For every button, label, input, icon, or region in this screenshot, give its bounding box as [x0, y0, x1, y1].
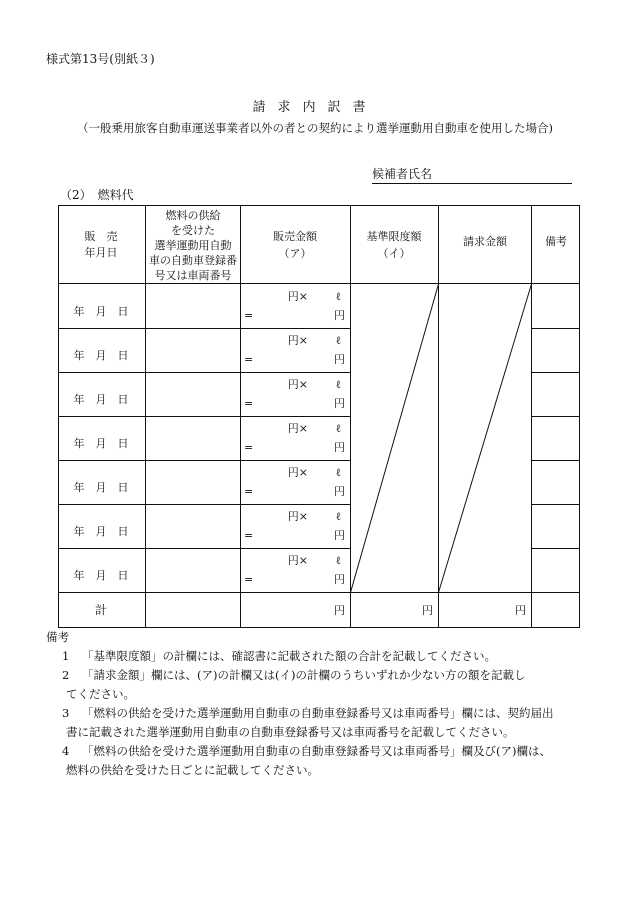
note-text: てください。: [66, 687, 135, 701]
header-vehicle-3: 選挙運動用自動: [154, 239, 232, 252]
row-yen: 円: [334, 353, 345, 366]
row-date: 年 月 日: [73, 305, 129, 318]
row-yen: 円: [334, 397, 345, 410]
row-liter: ℓ: [335, 378, 341, 391]
note-text: 「基準限度額」の計欄には、確認書に記載された額の合計を記載してください。: [82, 649, 496, 663]
header-date-1: 販 売: [84, 230, 118, 243]
header-vehicle-4: 車の自動車登録番: [149, 254, 237, 267]
fuel-cost-table: [58, 205, 580, 629]
page-subtitle: （一般乗用旅客自動車運送事業者以外の者との契約により選挙運動用自動車を使用した場合): [77, 121, 553, 135]
header-remarks: 備考: [545, 235, 567, 248]
header-date-2: 年月日: [84, 246, 118, 259]
notes: [46, 628, 554, 780]
table-grid: [58, 205, 580, 628]
row-yen: 円: [334, 309, 345, 322]
row-yen: 円: [334, 529, 345, 542]
notes-heading: 備考: [46, 630, 69, 644]
row-unit-price: 円×: [287, 510, 308, 523]
page-title: 請求内訳書: [252, 100, 378, 115]
header-amount-1: 販売金額: [273, 230, 317, 243]
candidate-name-field: 候補者氏名: [372, 165, 572, 184]
row-liter: ℓ: [335, 554, 341, 567]
row-date: 年 月 日: [73, 525, 129, 538]
header-vehicle-2: を受けた: [171, 224, 215, 237]
note-item: [46, 647, 554, 666]
row-yen: 円: [334, 441, 345, 454]
row-date: 年 月 日: [73, 569, 129, 582]
row-equals: =: [244, 441, 254, 454]
row-yen: 円: [334, 485, 345, 498]
row-unit-price: 円×: [287, 378, 308, 391]
row-equals: =: [244, 353, 254, 366]
note-text: 燃料の供給を受けた日ごとに記載してください。: [66, 763, 319, 777]
row-date: 年 月 日: [73, 481, 129, 494]
header-claim: 請求金額: [463, 235, 507, 248]
row-liter: ℓ: [335, 466, 341, 479]
total-claim-yen: 円: [515, 604, 526, 617]
row-date: 年 月 日: [73, 349, 129, 362]
row-equals: =: [244, 485, 254, 498]
limit-diagonal: [351, 284, 439, 593]
note-text: 「燃料の供給を受けた選挙運動用自動車の自動車登録番号又は車両番号」欄には、契約届出: [82, 706, 554, 720]
note-item: [46, 704, 554, 742]
header-limit-2: （イ）: [377, 247, 411, 260]
header-vehicle-1: 燃料の供給: [165, 209, 221, 222]
form-number: 様式第13号(別紙３): [46, 52, 155, 66]
row-equals: =: [244, 309, 254, 322]
row-equals: =: [244, 397, 254, 410]
section-label: （2） 燃料代: [60, 188, 134, 202]
row-unit-price: 円×: [287, 422, 308, 435]
row-unit-price: 円×: [287, 466, 308, 479]
claim-diagonal: [439, 284, 532, 593]
total-label: 計: [94, 603, 108, 617]
row-date: 年 月 日: [73, 393, 129, 406]
header-vehicle-5: 号又は車両番号: [154, 269, 232, 282]
note-text: 「燃料の供給を受けた選挙運動用自動車の自動車登録番号又は車両番号」欄及び(ア)欄は、: [82, 744, 551, 758]
header-limit-1: 基準限度額: [366, 230, 422, 243]
total-amount-yen: 円: [334, 604, 345, 617]
row-equals: =: [244, 529, 254, 542]
note-number: 1: [62, 649, 70, 663]
row-liter: ℓ: [335, 290, 341, 303]
note-text: 「請求金額」欄には、(ア)の計欄又は(イ)の計欄のうちいずれか少ない方の額を記載し: [82, 668, 526, 682]
note-number: 2: [62, 668, 70, 682]
note-item: [46, 742, 554, 780]
header-amount-2: （ア）: [278, 247, 312, 260]
row-yen: 円: [334, 573, 345, 586]
row-liter: ℓ: [335, 334, 341, 347]
row-liter: ℓ: [335, 422, 341, 435]
note-text: 書に記載された選挙運動用自動車の自動車登録番号又は車両番号を記載してください。: [66, 725, 515, 739]
row-unit-price: 円×: [287, 290, 308, 303]
note-number: 4: [62, 744, 70, 758]
note-number: 3: [62, 706, 70, 720]
row-liter: ℓ: [335, 510, 341, 523]
row-equals: =: [244, 573, 254, 586]
row-unit-price: 円×: [287, 334, 308, 347]
row-unit-price: 円×: [287, 554, 308, 567]
note-item: [46, 666, 554, 704]
total-limit-yen: 円: [422, 604, 433, 617]
row-date: 年 月 日: [73, 437, 129, 450]
